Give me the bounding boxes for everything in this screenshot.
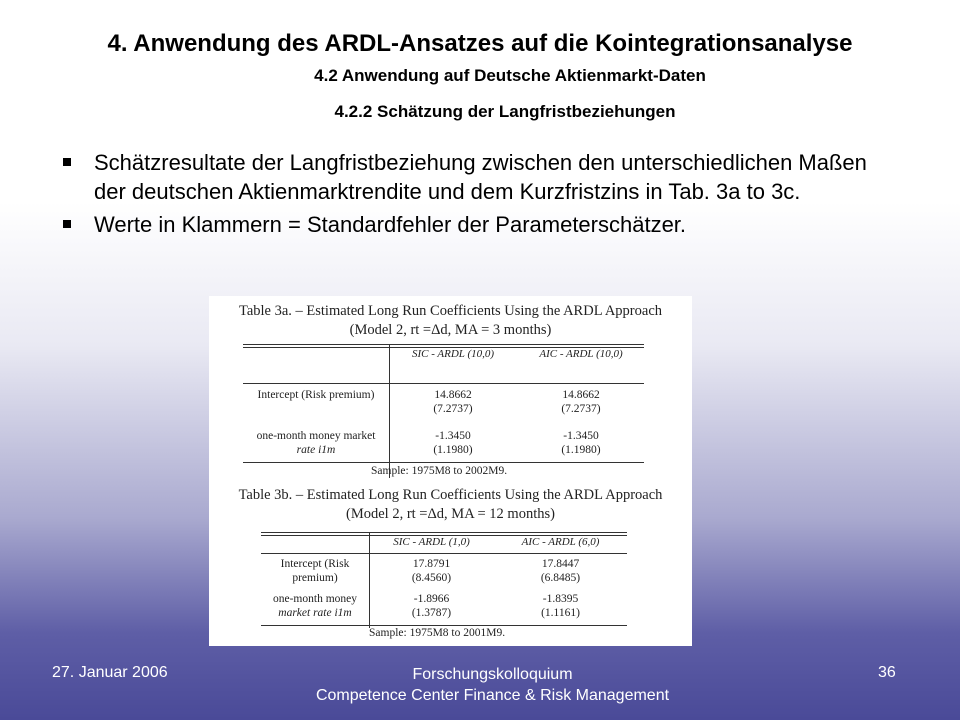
table-b-rule-bottom	[261, 625, 627, 626]
table-a-sample: Sample: 1975M8 to 2002M9.	[371, 465, 508, 477]
footer-center	[0, 664, 960, 706]
table-a-cell: -1.3450	[435, 430, 471, 442]
table-a-col-aic: AIC - ARDL (10,0)	[539, 348, 623, 360]
table-a-col-sic: SIC - ARDL (10,0)	[411, 348, 495, 360]
table-b-cell: (8.4560)	[411, 572, 452, 584]
table-a-rule-bottom	[243, 462, 644, 463]
table-b-caption: Table 3b. – Estimated Long Run Coefficients Using the ARDL Approach	[238, 487, 663, 503]
table-b-sample: Sample: 1975M8 to 2001M9.	[369, 627, 506, 639]
bullet-list	[58, 148, 898, 243]
table-a-rule-top	[243, 344, 644, 345]
regression-tables-image	[209, 296, 692, 646]
table-a-row-label: one-month money market	[256, 430, 376, 442]
table-b-cell: 17.8447	[541, 558, 580, 570]
table-b-rule-top	[261, 532, 627, 533]
slide-section: 4.2.2 Schätzung der Langfristbeziehungen	[334, 102, 676, 121]
table-b-cell: (6.8485)	[540, 572, 581, 584]
bullet-text: Werte in Klammern = Standardfehler der Parameterschätzer.	[94, 212, 687, 237]
bullet-text: Schätzresultate der Langfristbeziehung zwischen den unterschiedlichen Maßen der deutschen Aktienmarktrendite und dem Kurzfristzins in Tab. 3a to 3c.	[94, 150, 867, 204]
square-bullet-icon	[63, 220, 71, 228]
table-a-cell: 14.8662	[562, 389, 600, 401]
table-a-row-label: rate i1m	[296, 444, 336, 456]
table-a-cell: (7.2737)	[561, 403, 601, 415]
bullet-item	[58, 210, 898, 239]
table-a-caption: Table 3a. – Estimated Long Run Coefficients Using the ARDL Approach	[238, 303, 663, 319]
table-a-cell: 14.8662	[434, 389, 472, 401]
table-b-cell: (1.3787)	[411, 607, 452, 619]
table-b-row-label: market rate i1m	[278, 607, 352, 619]
table-a-cell: (1.1980)	[433, 444, 473, 456]
table-b-cell: 17.8791	[412, 558, 451, 570]
slide-title: 4. Anwendung des ARDL-Ansatzes auf die Kointegrationsanalyse	[107, 30, 853, 57]
table-a-cell: (7.2737)	[433, 403, 473, 415]
table-b-col-sic: SIC - ARDL (1,0)	[393, 536, 470, 548]
table-b-cell: -1.8966	[413, 593, 450, 605]
table-b-model: (Model 2, rt =Δd, MA = 12 months)	[346, 506, 555, 522]
square-bullet-icon	[63, 158, 71, 166]
table-a-rule-mid	[243, 383, 644, 384]
table-a-row-label: Intercept (Risk premium)	[257, 389, 375, 401]
table-b-cell: -1.8395	[542, 593, 579, 605]
table-b-row-label: Intercept (Risk	[280, 558, 350, 570]
footer-organisation: Competence Center Finance & Risk Management	[315, 687, 670, 704]
bullet-item	[58, 148, 898, 206]
table-b-rule-mid	[261, 553, 627, 554]
table-a-model: (Model 2, rt =Δd, MA = 3 months)	[349, 322, 552, 338]
table-b-cell: (1.1161)	[541, 607, 580, 619]
table-b-row-label: premium)	[292, 572, 338, 584]
slide-number: 36	[878, 664, 896, 681]
table-b-row-label: one-month money	[273, 593, 357, 605]
slide-subtitle: 4.2 Anwendung auf Deutsche Aktienmarkt-Daten	[314, 66, 706, 85]
table-b-col-aic: AIC - ARDL (6,0)	[521, 536, 600, 548]
footer-date: 27. Januar 2006	[52, 664, 168, 681]
table-a-cell: -1.3450	[563, 430, 599, 442]
footer-event: Forschungskolloquium	[412, 666, 573, 683]
table-a-cell: (1.1980)	[561, 444, 601, 456]
